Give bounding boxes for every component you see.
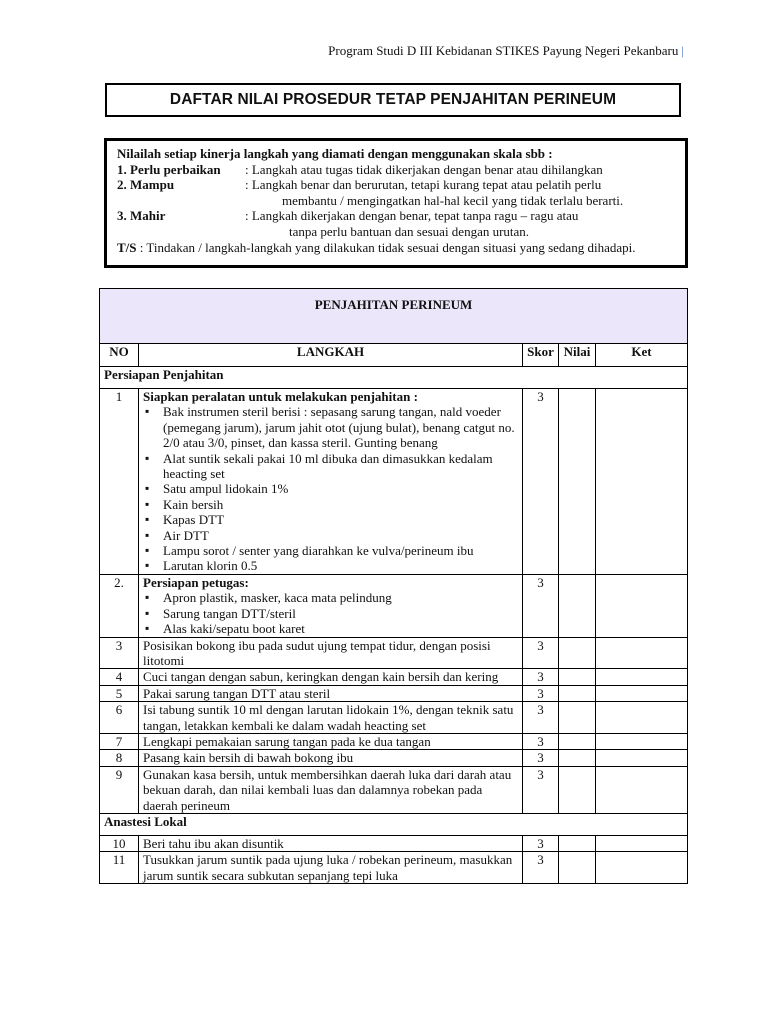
table-row <box>100 852 688 884</box>
scale-desc-continued: membantu / mengingatkan hal-hal kecil yang tidak terlalu berarti. <box>282 192 624 208</box>
step-item-list <box>143 590 518 636</box>
step-description <box>139 574 523 637</box>
ket-cell[interactable] <box>596 637 688 669</box>
ket-cell[interactable] <box>596 835 688 851</box>
step-score: 3 <box>523 852 559 884</box>
ket-cell[interactable] <box>596 766 688 813</box>
step-number: 4 <box>100 669 139 685</box>
step-score: 3 <box>523 702 559 734</box>
step-description <box>139 835 523 851</box>
list-item: ▪ Apron plastik, masker, kaca mata pelindung <box>157 590 518 605</box>
instructions-box <box>104 138 688 268</box>
ket-cell[interactable] <box>596 702 688 734</box>
group-anastesi-lokal: Anastesi Lokal <box>100 813 688 835</box>
list-item: ▪ Alas kaki/sepatu boot karet <box>157 621 518 636</box>
table-row <box>100 733 688 749</box>
step-number: 3 <box>100 637 139 669</box>
nilai-cell[interactable] <box>559 766 596 813</box>
nilai-cell[interactable] <box>559 389 596 575</box>
table-row <box>100 702 688 734</box>
ts-desc: : Tindakan / langkah-langkah yang dilakukan tidak sesuai dengan situasi yang sedang dihadapi. <box>136 239 636 255</box>
scale-row-1 <box>117 162 685 178</box>
ket-cell[interactable] <box>596 852 688 884</box>
step-description <box>139 702 523 734</box>
scale-label: 1. Perlu perbaikan <box>117 161 221 177</box>
step-title: Siapkan peralatan untuk melakukan penjahitan : <box>143 389 418 404</box>
ket-cell[interactable] <box>596 389 688 575</box>
ket-cell[interactable] <box>596 574 688 637</box>
scale-desc: : Langkah benar dan berurutan, tetapi kurang tepat atau pelatih perlu <box>245 177 602 193</box>
nilai-cell[interactable] <box>559 685 596 701</box>
step-description <box>139 852 523 884</box>
table-row <box>100 637 688 669</box>
ts-note <box>117 240 685 256</box>
step-score: 3 <box>523 685 559 701</box>
nilai-cell[interactable] <box>559 637 596 669</box>
group1-rows <box>100 389 688 814</box>
step-score: 3 <box>523 389 559 575</box>
nilai-cell[interactable] <box>559 669 596 685</box>
step-number: 8 <box>100 750 139 766</box>
nilai-cell[interactable] <box>559 702 596 734</box>
step-description <box>139 750 523 766</box>
step-description <box>139 733 523 749</box>
nilai-cell[interactable] <box>559 835 596 851</box>
page-title: DAFTAR NILAI PROSEDUR TETAP PENJAHITAN PERINEUM <box>169 91 617 108</box>
col-langkah: LANGKAH <box>139 344 523 367</box>
table-row <box>100 766 688 813</box>
step-number: 1 <box>100 389 139 575</box>
scale-desc: : Langkah atau tugas tidak dikerjakan dengan benar atau dihilangkan <box>245 161 603 177</box>
col-skor: Skor <box>523 344 559 367</box>
instructions-intro: Nilailah setiap kinerja langkah yang diamati dengan menggunakan skala sbb : <box>117 146 553 161</box>
assessment-table <box>99 288 688 884</box>
step-score: 3 <box>523 835 559 851</box>
scale-label: 3. Mahir <box>117 208 166 224</box>
nilai-cell[interactable] <box>559 750 596 766</box>
step-description <box>139 685 523 701</box>
step-text: Pakai sarung tangan DTT atau steril <box>143 685 331 701</box>
list-item: ▪ Larutan klorin 0.5 <box>157 558 518 573</box>
step-number: 2. <box>100 574 139 637</box>
ket-cell[interactable] <box>596 750 688 766</box>
step-score: 3 <box>523 637 559 669</box>
step-score: 3 <box>523 669 559 685</box>
list-item: ▪ Bak instrumen steril berisi : sepasang sarung tangan, nald voeder (pemegang jarum), jarum jahit otot (ujung bulat), benang catgut no. 2/0 atau 3/0, pinset, dan kassa steril. Gunting benang <box>157 404 518 450</box>
step-text: Cuci tangan dengan sabun, keringkan dengan kain bersih dan kering <box>143 669 499 685</box>
list-item: ▪ Air DTT <box>157 528 518 543</box>
nilai-cell[interactable] <box>559 574 596 637</box>
step-text: Gunakan kasa bersih, untuk membersihkan daerah luka dari darah atau bekuan darah, dan nilai kembali luas dan dalamnya robekan pada daerah perineum <box>143 766 512 813</box>
title-box <box>105 83 681 117</box>
col-ket: Ket <box>596 344 688 367</box>
step-number: 11 <box>100 852 139 884</box>
list-item: ▪ Lampu sorot / senter yang diarahkan ke vulva/perineum ibu <box>157 543 518 558</box>
list-item: ▪ Satu ampul lidokain 1% <box>157 481 518 496</box>
scale-row-2 <box>117 177 685 193</box>
text-cursor: | <box>681 43 684 58</box>
step-item-list <box>143 404 518 573</box>
step-number: 9 <box>100 766 139 813</box>
step-score: 3 <box>523 733 559 749</box>
step-description <box>139 669 523 685</box>
step-description <box>139 389 523 575</box>
table-row <box>100 835 688 851</box>
ket-cell[interactable] <box>596 733 688 749</box>
step-number: 7 <box>100 733 139 749</box>
col-no: NO <box>100 344 139 367</box>
group-persiapan-penjahitan: Persiapan Penjahitan <box>100 367 688 389</box>
step-description <box>139 637 523 669</box>
step-text: Beri tahu ibu akan disuntik <box>143 835 284 851</box>
step-title: Persiapan petugas: <box>143 574 249 590</box>
step-text: Posisikan bokong ibu pada sudut ujung tempat tidur, dengan posisi litotomi <box>143 637 491 668</box>
scale-desc-continued: tanpa perlu bantuan dan sesuai dengan urutan. <box>289 223 530 239</box>
list-item: ▪ Kapas DTT <box>157 512 518 527</box>
ket-cell[interactable] <box>596 685 688 701</box>
step-text: Isi tabung suntik 10 ml dengan larutan lidokain 1%, dengan teknik satu tangan, letakkan kembali ke dalam wadah heacting set <box>143 702 514 733</box>
table-row <box>100 750 688 766</box>
col-nilai: Nilai <box>559 344 596 367</box>
list-item: ▪ Alat suntik sekali pakai 10 ml dibuka dan dimasukkan kedalam heacting set <box>157 451 518 482</box>
table-row <box>100 685 688 701</box>
step-description <box>139 766 523 813</box>
nilai-cell[interactable] <box>559 852 596 884</box>
step-number: 10 <box>100 835 139 851</box>
step-text: Tusukkan jarum suntik pada ujung luka / robekan perineum, masukkan jarum suntik secara subkutan sepanjang tepi luka <box>143 852 513 883</box>
scale-desc: : Langkah dikerjakan dengan benar, tepat tanpa ragu – ragu atau <box>245 208 579 224</box>
step-text: Pasang kain bersih di bawah bokong ibu <box>143 750 354 766</box>
ts-label: T/S <box>117 239 137 255</box>
scale-label: 2. Mampu <box>117 177 175 193</box>
document-header <box>328 43 684 59</box>
step-score: 3 <box>523 750 559 766</box>
step-text: Lengkapi pemakaian sarung tangan pada ke dua tangan <box>143 733 431 749</box>
column-header-row <box>100 344 688 367</box>
list-item: ▪ Kain bersih <box>157 497 518 512</box>
step-score: 3 <box>523 766 559 813</box>
step-number: 5 <box>100 685 139 701</box>
list-item: ▪ Sarung tangan DTT/steril <box>157 606 518 621</box>
step-number: 6 <box>100 702 139 734</box>
table-row <box>100 389 688 575</box>
institution-name: Program Studi D III Kebidanan STIKES Payung Negeri Pekanbaru <box>328 43 679 58</box>
table-row <box>100 574 688 637</box>
scale-row-3 <box>117 208 685 224</box>
group2-rows <box>100 835 688 883</box>
table-row <box>100 669 688 685</box>
section-title: PENJAHITAN PERINEUM <box>100 289 688 344</box>
nilai-cell[interactable] <box>559 733 596 749</box>
step-score: 3 <box>523 574 559 637</box>
ket-cell[interactable] <box>596 669 688 685</box>
